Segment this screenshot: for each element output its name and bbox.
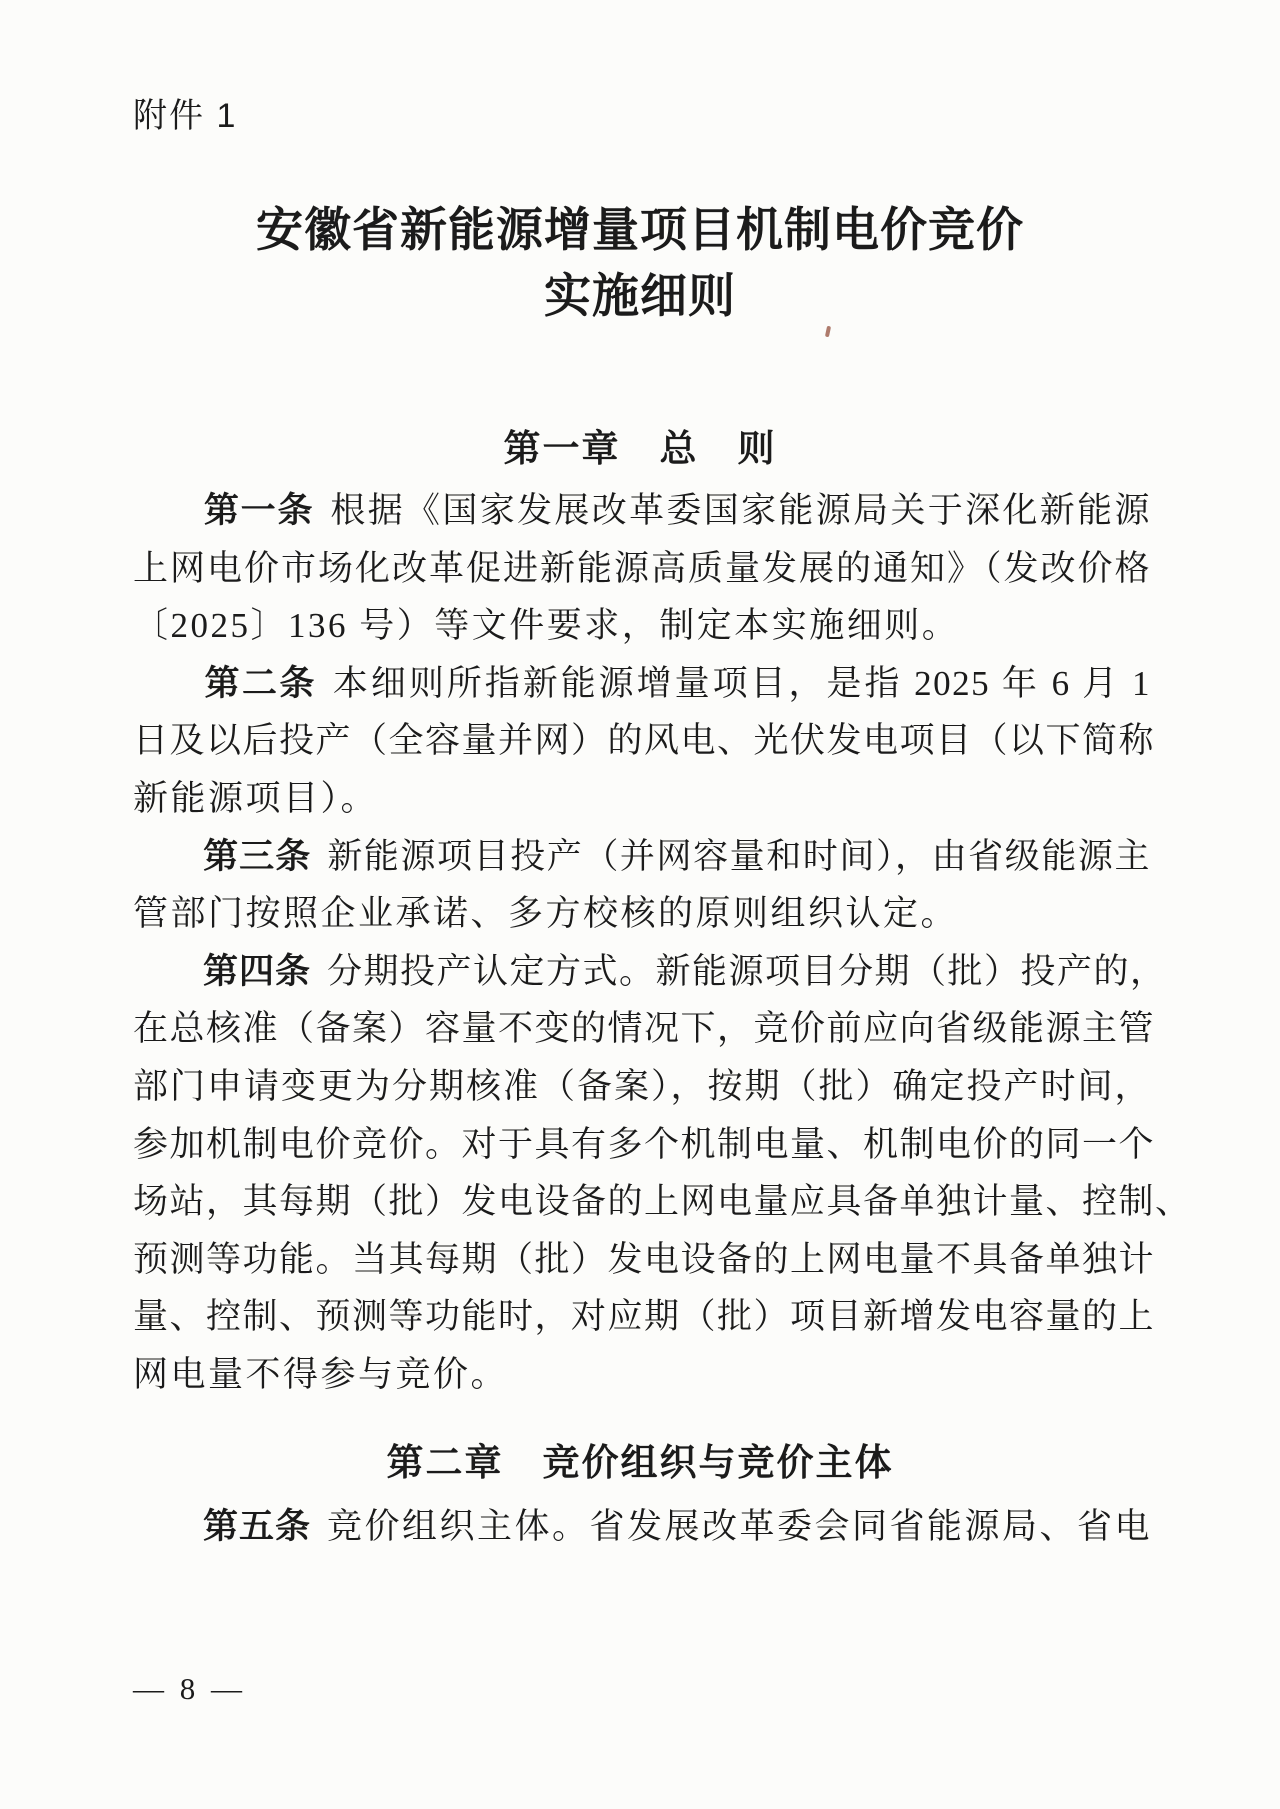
article-5-block [133,1498,1151,1556]
attachment-label: 附件 1 [133,97,238,135]
article-3-label: 第三条 [203,836,312,876]
document-title [0,198,1280,330]
article-5-text-1: 竞价组织主体。省发展改革委会同省能源局、省电 [327,1507,1153,1546]
chapter-2-heading: 第二章 竞价组织与竞价主体 [386,1442,894,1483]
article-1-line-1 [133,482,1151,540]
article-4-line-5: 场站，其每期（批）发电设备的上网电量应具备单独计量、控制、 [133,1182,1192,1222]
article-1-text-1: 根据《国家发展改革委国家能源局关于深化新能源 [330,491,1151,530]
article-2-line-1 [133,655,1151,713]
body-text [133,482,1192,1404]
article-1-label: 第一条 [203,491,315,530]
article-4-line-4: 参加机制电价竞价。对于具有多个机制电量、机制电价的同一个 [133,1124,1156,1164]
article-2-line-2: 日及以后投产（全容量并网）的风电、光伏发电项目（以下简称 [133,721,1156,761]
article-1-line-3: 〔2025〕136 号）等文件要求，制定本实施细则。 [133,606,960,646]
article-3-text-1: 新能源项目投产（并网容量和时间），由省级能源主 [327,836,1151,876]
document-title-line2: 实施细则 [544,271,736,323]
article-2-text-1: 本细则所指新能源增量项目，是指 2025 年 6 月 1 [332,663,1151,703]
article-1-line-2: 上网电价市场化改革促进新能源高质量发展的通知》（发改价格 [133,548,1151,588]
page-number: — 8 — [133,1671,246,1706]
article-5-line-1 [133,1498,1151,1556]
article-2-label: 第二条 [203,663,317,703]
article-4-line-2: 在总核准（备案）容量不变的情况下，竞价前应向省级能源主管 [133,1009,1156,1049]
article-4-line-7: 量、控制、预测等功能时，对应期（批）项目新增发电容量的上 [133,1297,1156,1337]
article-4-label: 第四条 [203,951,312,991]
article-4-line-6: 预测等功能。当其每期（批）发电设备的上网电量不具备单独计 [133,1239,1156,1279]
chapter-1-heading: 第一章 总 则 [503,428,777,469]
scan-artifact-mark [825,326,831,338]
article-3-line-1 [133,828,1151,886]
article-4-text-1: 分期投产认定方式。新能源项目分期（批）投产的， [327,951,1167,991]
article-4-line-1 [133,943,1167,1001]
document-title-line1: 安徽省新能源增量项目机制电价竞价 [256,205,1024,257]
article-2-line-3: 新能源项目）。 [133,778,379,818]
article-4-line-8: 网电量不得参与竞价。 [133,1354,509,1394]
article-3-line-2: 管部门按照企业承诺、多方校核的原则组织认定。 [133,894,959,934]
article-5-label: 第五条 [203,1507,312,1546]
article-4-line-3: 部门申请变更为分期核准（备案），按期（批）确定投产时间， [133,1066,1151,1106]
